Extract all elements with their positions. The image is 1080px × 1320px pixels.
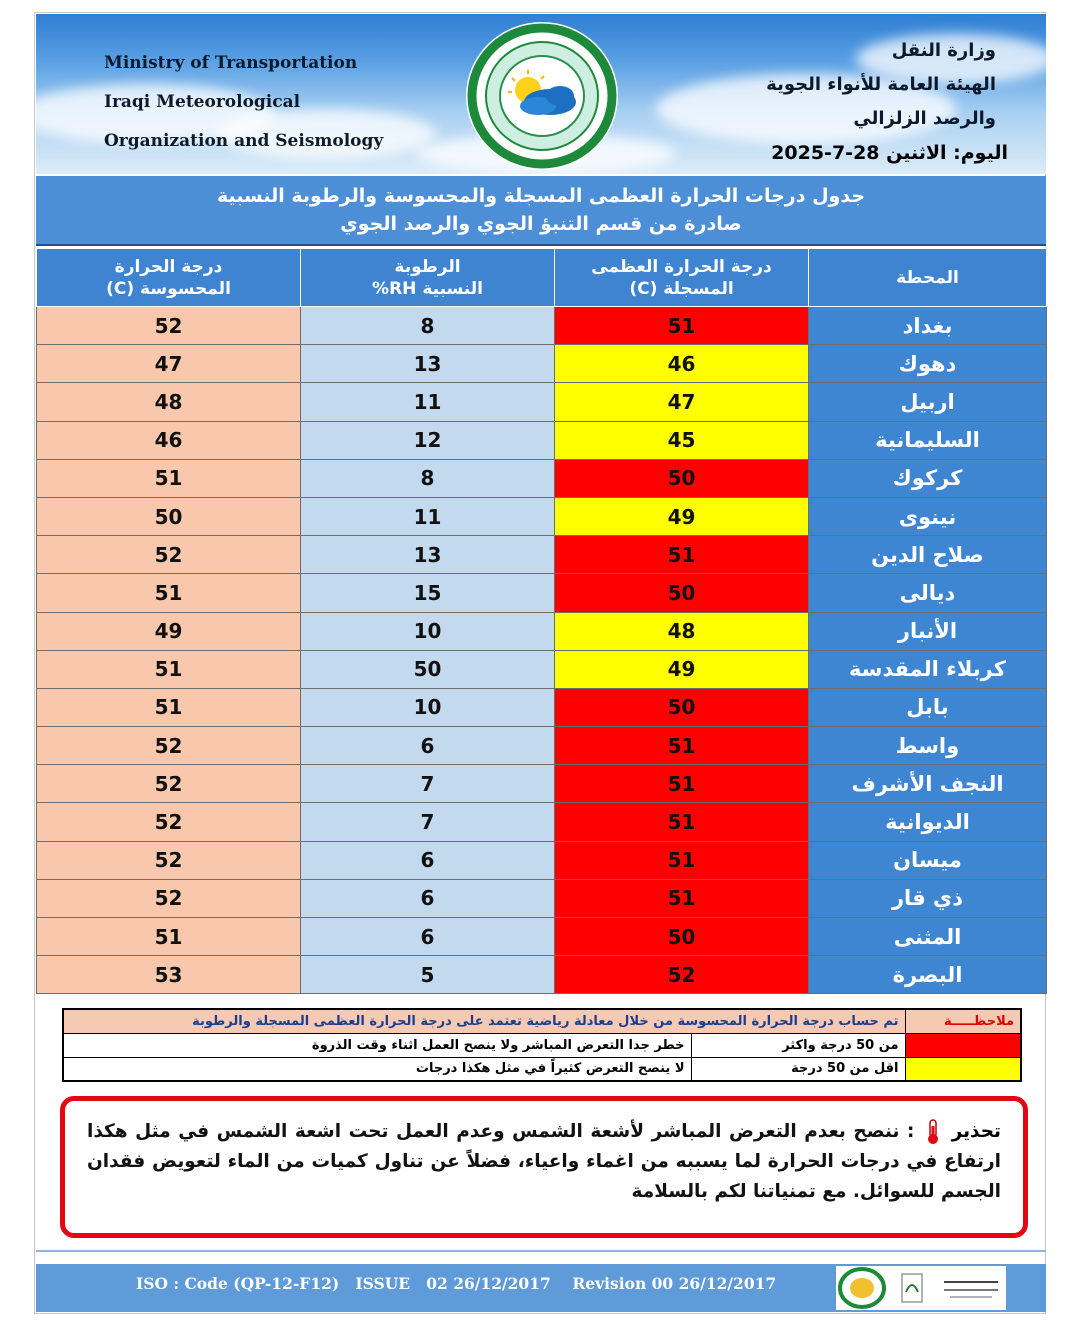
header-max-line1: درجة الحرارة العظمى [591, 256, 772, 277]
station-name-cell: السليمانية [809, 421, 1047, 459]
table-row [37, 421, 1047, 459]
station-name-cell: دهوك [809, 345, 1047, 383]
max-temp-cell: 47 [555, 383, 809, 421]
station-name-cell: بغداد [809, 307, 1047, 345]
header-humidity [301, 249, 555, 307]
report-date: اليوم: الاثنين 28-7-2025 [771, 142, 1008, 164]
feels-like-cell: 52 [37, 307, 301, 345]
certification-logos [836, 1266, 1006, 1310]
humidity-cell: 15 [301, 574, 555, 612]
humidity-cell: 7 [301, 765, 555, 803]
org-ar-line: الهيئة العامة للأنواء الجوية [766, 74, 996, 95]
feels-like-cell: 46 [37, 421, 301, 459]
feels-like-cell: 52 [37, 879, 301, 917]
title-line-1: جدول درجات الحرارة العظمى المسجلة والمحسوسة والرطوبة النسبية [216, 185, 866, 207]
station-name-cell: النجف الأشرف [809, 765, 1047, 803]
max-temp-cell: 50 [555, 688, 809, 726]
header-humidity-line1: الرطوبة [394, 256, 461, 277]
station-name-cell: ديالى [809, 574, 1047, 612]
max-temp-cell: 50 [555, 918, 809, 956]
humidity-cell: 10 [301, 688, 555, 726]
org-ar-line: وزارة النقل [891, 40, 996, 61]
legend-range-red: من 50 درجة واكثر [691, 1033, 905, 1057]
max-temp-cell: 51 [555, 765, 809, 803]
table-row [37, 650, 1047, 688]
table-row [37, 879, 1047, 917]
station-name-cell: البصرة [809, 956, 1047, 994]
max-temp-cell: 51 [555, 841, 809, 879]
station-name-cell: صلاح الدين [809, 536, 1047, 574]
header-feels-line1: درجة الحرارة [114, 256, 223, 277]
station-name-cell: ذي قار [809, 879, 1047, 917]
station-name-cell: الأنبار [809, 612, 1047, 650]
max-temp-cell: 49 [555, 650, 809, 688]
humidity-cell: 11 [301, 497, 555, 535]
header-max-line2: المسجلة (C) [629, 278, 734, 299]
footer-divider [36, 1250, 1046, 1252]
footer-bar [36, 1264, 1046, 1312]
table-row [37, 688, 1047, 726]
max-temp-cell: 51 [555, 879, 809, 917]
humidity-cell: 10 [301, 612, 555, 650]
temperature-table [36, 248, 1047, 994]
org-name-ar [766, 34, 996, 136]
max-temp-cell: 50 [555, 574, 809, 612]
legend-range-yellow: اقل من 50 درجة [691, 1057, 905, 1081]
note-text: تم حساب درجة الحرارة المحسوسة من خلال معادلة رياضية تعتمد على درجة الحرارة العظمى المسجلة والرطوبة [63, 1009, 905, 1033]
feels-like-cell: 52 [37, 765, 301, 803]
humidity-cell: 8 [301, 459, 555, 497]
humidity-cell: 12 [301, 421, 555, 459]
humidity-cell: 11 [301, 383, 555, 421]
feels-like-cell: 51 [37, 574, 301, 612]
humidity-cell: 13 [301, 345, 555, 383]
feels-like-cell: 52 [37, 803, 301, 841]
note-label: ملاحظـــــة [905, 1009, 1021, 1033]
station-name-cell: كربلاء المقدسة [809, 650, 1047, 688]
legend-text-red: خطر جدا التعرض المباشر ولا ينصح العمل اثناء وقت الذروة [63, 1033, 691, 1057]
table-row [37, 841, 1047, 879]
table-body [37, 307, 1047, 994]
max-temp-cell: 51 [555, 803, 809, 841]
feels-like-cell: 53 [37, 956, 301, 994]
org-en-line: Ministry of Transportation [104, 53, 358, 73]
header-banner [36, 14, 1046, 174]
feels-like-cell: 51 [37, 650, 301, 688]
iso-code: ISO : Code (QP-12-F12) ISSUE 02 26/12/2017 Revision 00 26/12/2017 [136, 1274, 777, 1293]
organization-logo [464, 20, 620, 172]
header-station: المحطة [809, 249, 1047, 307]
max-temp-cell: 48 [555, 612, 809, 650]
max-temp-cell: 52 [555, 956, 809, 994]
org-en-line: Organization and Seismology [104, 131, 384, 151]
title-line-2: صادرة من قسم التنبؤ الجوي والرصد الجوي [340, 213, 742, 235]
org-ar-line: والرصد الزلزالي [853, 108, 996, 129]
note-row [63, 1009, 1021, 1033]
table-row [37, 383, 1047, 421]
feels-like-cell: 49 [37, 612, 301, 650]
table-row [37, 497, 1047, 535]
table-row [37, 765, 1047, 803]
humidity-cell: 7 [301, 803, 555, 841]
notes-legend [62, 1008, 1022, 1082]
org-name-en [104, 44, 383, 161]
org-en-line: Iraqi Meteorological [104, 92, 301, 112]
feels-like-cell: 52 [37, 841, 301, 879]
station-name-cell: الديوانية [809, 803, 1047, 841]
legend-text-yellow: لا ينصح التعرض كثيراً في مثل هكذا درجات [63, 1057, 691, 1081]
header-feels-like [37, 249, 301, 307]
legend-swatch-red [905, 1033, 1021, 1057]
table-row [37, 918, 1047, 956]
feels-like-cell: 50 [37, 497, 301, 535]
max-temp-cell: 51 [555, 536, 809, 574]
humidity-cell: 6 [301, 918, 555, 956]
max-temp-cell: 51 [555, 307, 809, 345]
feels-like-cell: 51 [37, 459, 301, 497]
feels-like-cell: 47 [37, 345, 301, 383]
station-name-cell: نينوى [809, 497, 1047, 535]
station-name-cell: المثنى [809, 918, 1047, 956]
legend-row-red [63, 1033, 1021, 1057]
warning-box [60, 1096, 1028, 1238]
table-row [37, 345, 1047, 383]
max-temp-cell: 46 [555, 345, 809, 383]
max-temp-cell: 45 [555, 421, 809, 459]
legend-swatch-yellow [905, 1057, 1021, 1081]
warning-label: تحذير [951, 1121, 1001, 1142]
humidity-cell: 50 [301, 650, 555, 688]
max-temp-cell: 51 [555, 727, 809, 765]
humidity-cell: 8 [301, 307, 555, 345]
feels-like-cell: 48 [37, 383, 301, 421]
station-name-cell: اربيل [809, 383, 1047, 421]
feels-like-cell: 51 [37, 688, 301, 726]
table-row [37, 727, 1047, 765]
table-row [37, 612, 1047, 650]
station-name-cell: بابل [809, 688, 1047, 726]
header-humidity-line2: النسبية RH% [372, 278, 483, 299]
table-row [37, 459, 1047, 497]
table-header-row [37, 249, 1047, 307]
table-row [37, 803, 1047, 841]
table-row [37, 536, 1047, 574]
feels-like-cell: 52 [37, 727, 301, 765]
humidity-cell: 6 [301, 841, 555, 879]
table-row [37, 956, 1047, 994]
station-name-cell: واسط [809, 727, 1047, 765]
table-row [37, 574, 1047, 612]
max-temp-cell: 49 [555, 497, 809, 535]
max-temp-cell: 50 [555, 459, 809, 497]
humidity-cell: 6 [301, 879, 555, 917]
humidity-cell: 5 [301, 956, 555, 994]
table-row [37, 307, 1047, 345]
feels-like-cell: 51 [37, 918, 301, 956]
header-feels-line2: المحسوسة (C) [106, 278, 231, 299]
humidity-cell: 13 [301, 536, 555, 574]
header-max-temp [555, 249, 809, 307]
legend-row-yellow [63, 1057, 1021, 1081]
table-title [36, 176, 1046, 246]
station-name-cell: ميسان [809, 841, 1047, 879]
thermometer-icon [926, 1119, 940, 1145]
station-name-cell: كركوك [809, 459, 1047, 497]
feels-like-cell: 52 [37, 536, 301, 574]
warning-text: : ننصح بعدم التعرض المباشر لأشعة الشمس وعدم العمل تحت اشعة الشمس في مثل هكذا ارتفاع في درجات الحرارة لما يسببه من اغماء واعياء، فضلاً عن تناول كميات من الماء لتعويض فقدان الجسم للسوائل. مع تمنياتنا لكم بالسلامة [87, 1121, 1001, 1202]
humidity-cell: 6 [301, 727, 555, 765]
